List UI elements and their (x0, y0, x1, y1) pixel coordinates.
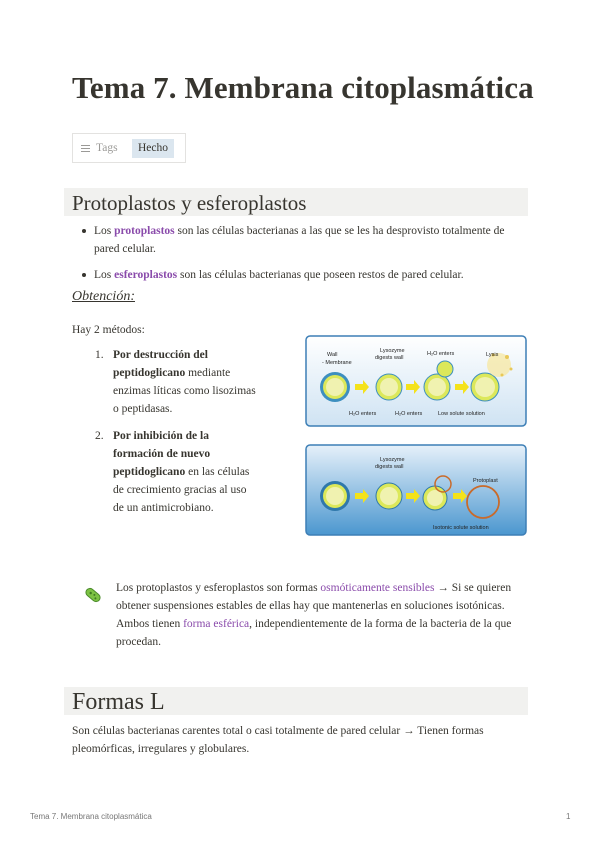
list-item: 1. Por destrucción del peptidoglicano mediante enzimas líticas como lisozimas o peptidasas. (95, 349, 256, 415)
term-esferoplastos: esferoplastos (114, 269, 178, 281)
label-isotonic: Isotonic solute solution (433, 525, 489, 531)
page-title: Tema 7. Membrana citoplasmática (72, 70, 534, 105)
term-protoplastos: protoplastos (114, 225, 175, 237)
section-heading-formas-l: Formas L (64, 687, 528, 715)
cell-intact (320, 481, 350, 511)
link-osmoticamente[interactable]: osmóticamente sensibles (320, 582, 435, 594)
tag-chip[interactable]: Hecho (132, 139, 174, 158)
label-lysozyme: Lysozyme (380, 348, 405, 354)
intro-text: Hay 2 métodos: (72, 324, 145, 336)
cell-digested (376, 483, 402, 509)
footer-title: Tema 7. Membrana citoplasmática (30, 812, 152, 821)
list-item: Los esferoplastos son las células bacterianas que poseen restos de pared celular. (94, 266, 526, 284)
tags-property[interactable] (72, 133, 186, 163)
callout (72, 572, 528, 660)
page-number: 1 (566, 812, 571, 821)
cell-digested (376, 374, 402, 400)
label-protoplast: Protoplast (473, 478, 498, 484)
label-wall: Wall (327, 352, 338, 358)
paragraph: Son células bacterianas carentes total o casi totalmente de pared celular → Tienen formas pleomórficas, irregulares y globulares. (72, 725, 484, 755)
label-h2o-top: H₂O enters (427, 351, 455, 357)
figure-lysozyme-lysis (305, 335, 527, 427)
label-low-solute: Low solute solution (438, 411, 485, 417)
figure-protoplast-isotonic (305, 444, 527, 536)
label-lysis: Lysis (486, 352, 499, 358)
callout-text: Los protoplastos y esferoplastos son formas osmóticamente sensibles → Si se quieren obtener suspensiones estables de ellas hay que mantenerlas en soluciones isotónicas. Ambos tienen forma esférica, independientemente de la forma de la bacteria de la que procedan. (116, 582, 512, 648)
label-lysozyme: Lysozyme (380, 457, 405, 463)
section-heading-protoplastos: Protoplastos y esferoplastos (64, 188, 528, 216)
label-digests: digests wall (375, 464, 404, 470)
label-digests: digests wall (375, 355, 404, 361)
tags-label: Tags (96, 142, 118, 154)
list-item: 2. Por inhibición de la formación de nuevo peptidoglicano en las células de crecimiento gracias al uso de un antimicrobiano. (95, 430, 250, 514)
label-membrane: - Membrane (322, 360, 352, 366)
list-item: Los protoplastos son las células bacterianas a las que se les ha desprovisto totalmente de pared celular. (94, 222, 526, 258)
subheading-obtencion: Obtención: (72, 289, 135, 304)
bacterium-icon (82, 584, 104, 606)
link-forma-esferica[interactable]: forma esférica (183, 618, 250, 630)
label-h2o-2: H₂O enters (395, 411, 423, 417)
cell-intact (320, 372, 350, 402)
label-h2o-1: H₂O enters (349, 411, 377, 417)
list-icon (81, 145, 90, 154)
